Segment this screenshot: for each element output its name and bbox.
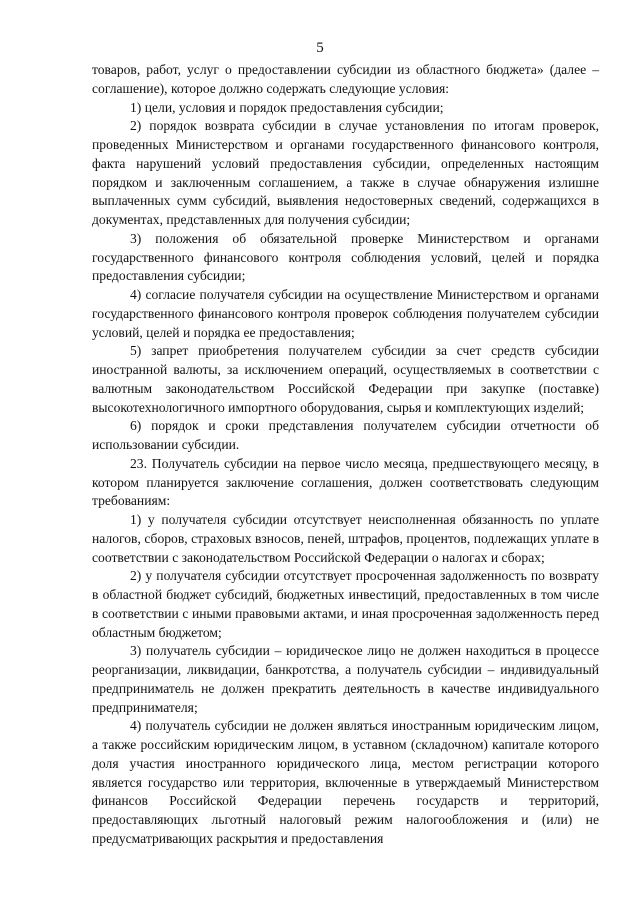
paragraph-condition-4: 4) согласие получателя субсидии на осуществление Министерством и органами государственного финансового контроля проверок соблюдения получателем субсидии условий, целей и порядка ее предоставления; <box>92 287 599 340</box>
paragraph-condition-5: 5) запрет приобретения получателем субсидии за счет средств субсидии иностранной валюты, за исключением операций, осуществляемых в соответствии с валютным законодательством Российской Федерации при закупке (поставке) высокотехнологичного импортного оборудования, сырья и комплектующих изделий; <box>92 343 599 415</box>
paragraph-requirement-1: 1) у получателя субсидии отсутствует неисполненная обязанность по уплате налогов, сборов, страховых взносов, пеней, штрафов, процентов, подлежащих уплате в соответствии с законодательством Российской Федерации о налогах и сборах; <box>92 512 599 565</box>
document-body <box>92 61 599 849</box>
paragraph-condition-1: 1) цели, условия и порядок предоставления субсидии; <box>130 99 444 115</box>
paragraph-clause-23: 23. Получатель субсидии на первое число месяца, предшествующего месяцу, в котором планируется заключение соглашения, должен соответствовать следующим требованиям: <box>92 455 599 509</box>
paragraph-requirement-3: 3) получатель субсидии – юридическое лицо не должен находиться в процессе реорганизации, ликвидации, банкротства, а получатель субсидии – индивидуальный предприниматель не должен прекратить деятельность в качестве индивидуального предпринимателя; <box>92 643 599 715</box>
page-number: 5 <box>316 40 324 56</box>
paragraph-condition-2: 2) порядок возврата субсидии в случае установления по итогам проверок, проведенных Министерством и органами государственного финансового контроля, факта нарушений условий предоставления субсидии, определенных настоящим порядком и заключенным соглашением, а также в случае обнаружения излишне выплаченных сумм субсидий, выявления недостоверных сведений, содержащихся в документах, представленных для получения субсидии; <box>92 118 599 227</box>
paragraph-condition-6: 6) порядок и сроки представления получателем субсидии отчетности об использовании субсидии. <box>92 418 599 452</box>
paragraph-requirement-2: 2) у получателя субсидии отсутствует просроченная задолженность по возврату в областной бюджет субсидий, бюджетных инвестиций, предоставленных в том числе в соответствии с иными правовыми актами, и иная просроченная задолженность перед областным бюджетом; <box>92 568 599 640</box>
paragraph-condition-3: 3) положения об обязательной проверке Министерством и органами государственного финансового контроля соблюдения условий, целей и порядка предоставления субсидии; <box>92 230 599 284</box>
paragraph-requirement-4: 4) получатель субсидии не должен являться иностранным юридическим лицом, а также российским юридическим лицом, в уставном (складочном) капитале которого доля участия иностранного юридического лица, местом регистрации которого является государство или территория, включенные в утверждаемый Министерством финансов Российской Федерации перечень государств и территорий, предоставляющих льготный налоговый режим налогообложения и (или) не предусматривающих раскрытия и предоставления <box>92 718 599 846</box>
paragraph-continuation: товаров, работ, услуг о предоставлении субсидии из областного бюджета» (далее – соглашение), которое должно содержать следующие условия: <box>92 62 599 96</box>
